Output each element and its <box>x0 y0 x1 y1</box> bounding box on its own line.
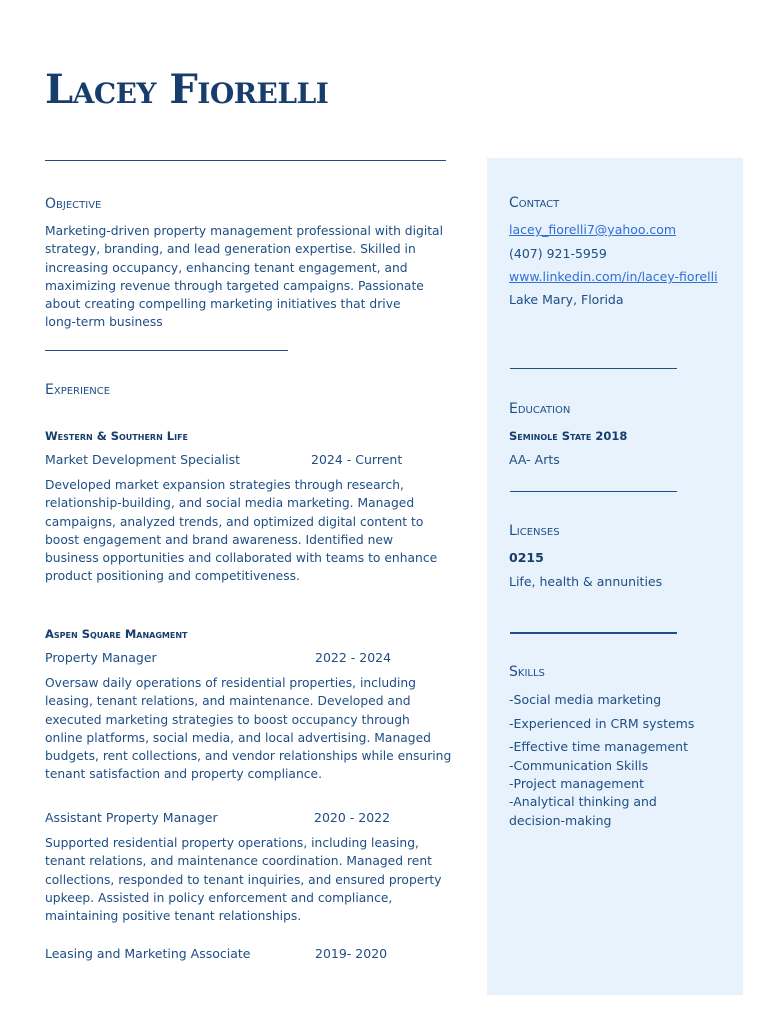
skill-item: -Effective time management <box>509 739 688 754</box>
objective-text <box>45 222 445 332</box>
education-school: Seminole State 2018 <box>509 429 628 443</box>
job-description-line: relationship-building, and social media marketing. Managed <box>45 496 415 511</box>
job-title: Property Manager <box>45 650 157 665</box>
job-title: Assistant Property Manager <box>45 810 218 825</box>
job-description-line: Developed market expansion strategies through research, <box>45 478 404 492</box>
job-dates: 2019- 2020 <box>315 946 388 961</box>
job-description-line: business opportunities and collaborated with teams to enhance <box>45 551 438 566</box>
header-divider <box>45 160 446 161</box>
skill-item: -Social media marketing <box>509 692 662 707</box>
education-degree: AA- Arts <box>509 452 560 467</box>
job-description-line: Supported residential property operations, including leasing, <box>45 836 419 850</box>
phone-number: (407) 921-5959 <box>509 246 607 261</box>
skill-item: -Experienced in CRM systems <box>509 716 695 731</box>
email-link[interactable]: lacey_fiorelli7@yahoo.com <box>509 222 677 237</box>
objective-line: increasing occupancy, enhancing tenant engagement, and <box>45 260 408 275</box>
job-description-line: collections, responded to tenant inquiries, and ensured property <box>45 872 442 887</box>
skill-item: decision-making <box>509 813 612 828</box>
experience-heading: Experience <box>45 382 111 398</box>
license-description: Life, health & annunities <box>509 574 663 589</box>
job-description-line: upkeep. Assisted in policy enforcement and compliance, <box>45 890 393 905</box>
job-description-line: maintaining positive tenant relationships. <box>45 909 302 924</box>
job-description-line: leasing, tenant relations, and maintenance. Developed and <box>45 694 411 709</box>
job-description <box>45 476 445 586</box>
license-number: 0215 <box>509 550 544 565</box>
licenses-heading: Licenses <box>509 523 560 539</box>
job-description-line: product positioning and competitiveness. <box>45 569 300 584</box>
contact-divider <box>510 368 677 369</box>
job-dates: 2024 - Current <box>311 452 403 467</box>
job-description <box>45 834 445 925</box>
education-heading: Education <box>509 401 571 417</box>
education-divider <box>510 491 677 492</box>
objective-line: Marketing-driven property management professional with digital <box>45 224 444 238</box>
job-description-line: tenant relations, and maintenance coordination. Managed rent <box>45 854 432 869</box>
objective-line: about creating compelling marketing initiatives that drive <box>45 297 401 312</box>
job-description-line: boost engagement and brand awareness. Identified new <box>45 532 394 547</box>
job-description-line: online platforms, social media, and local advertising. Managed <box>45 730 431 745</box>
job-description-line: tenant satisfaction and property compliance. <box>45 767 322 782</box>
contact-heading: Contact <box>509 195 560 211</box>
job-description-line: budgets, rent collections, and vendor relationships while ensuring <box>45 749 452 764</box>
job-company: Western & Southern Life <box>45 429 189 443</box>
objective-line: strategy, branding, and lead generation expertise. Skilled in <box>45 242 416 257</box>
licenses-divider <box>510 632 677 634</box>
job-description-line: Oversaw daily operations of residential properties, including <box>45 676 416 690</box>
skill-item: -Project management <box>509 776 644 791</box>
location: Lake Mary, Florida <box>509 292 624 307</box>
objective-line: long-term business <box>45 315 163 330</box>
candidate-name: Lacey Fiorelli <box>45 66 329 113</box>
job-description <box>45 674 452 784</box>
job-dates: 2020 - 2022 <box>314 810 391 825</box>
job-title: Market Development Specialist <box>45 452 240 467</box>
job-title: Leasing and Marketing Associate <box>45 946 251 961</box>
job-company: Aspen Square Managment <box>45 627 188 641</box>
skill-item: -Communication Skills <box>509 758 649 773</box>
job-description-line: executed marketing strategies to boost occupancy through <box>45 712 410 727</box>
job-description-line: campaigns, analyzed trends, and optimized digital content to <box>45 514 424 529</box>
skills-heading: Skills <box>509 664 545 680</box>
objective-divider <box>45 350 288 351</box>
objective-line: maximizing revenue through targeted campaigns. Passionate <box>45 278 424 293</box>
objective-heading: Objective <box>45 196 102 212</box>
skill-item: -Analytical thinking and <box>509 794 657 809</box>
linkedin-link[interactable]: www.linkedin.com/in/lacey-fiorelli <box>509 269 718 284</box>
job-dates: 2022 - 2024 <box>315 650 392 665</box>
